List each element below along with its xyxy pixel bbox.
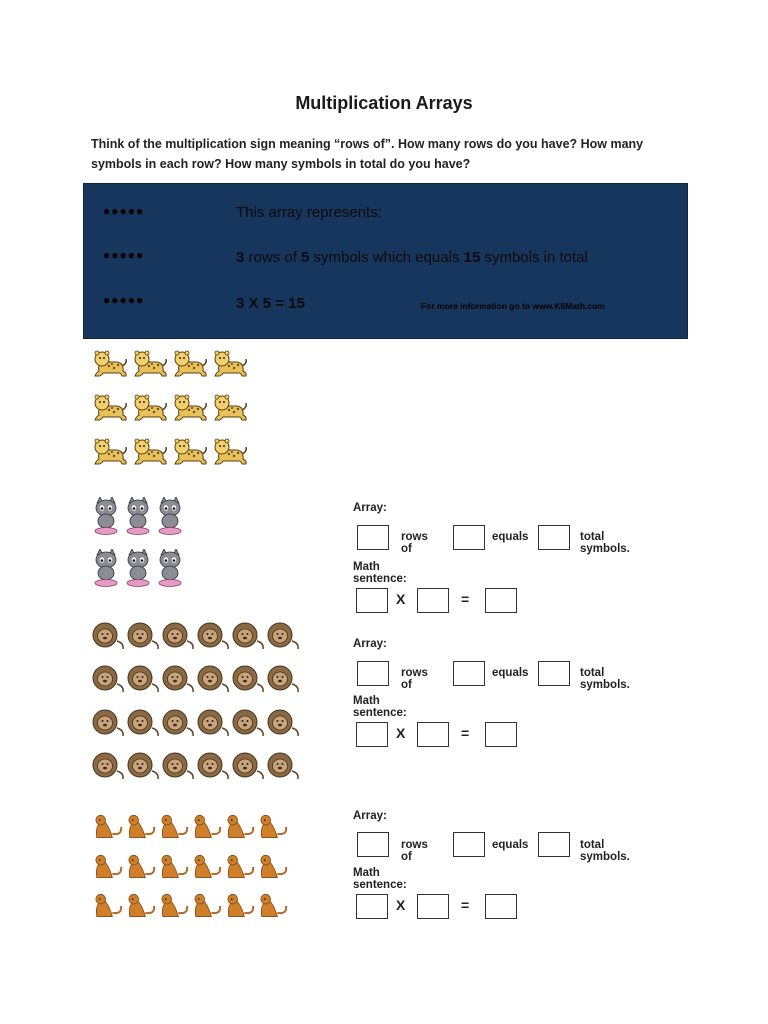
factor-1-input[interactable] <box>356 588 388 613</box>
cat-icon <box>91 549 121 587</box>
lion-icon <box>196 621 230 651</box>
lion-icon <box>266 751 300 781</box>
cat-row <box>91 549 185 587</box>
cheetah-icon <box>91 349 127 379</box>
monkey-icon <box>124 812 157 840</box>
monkey-icon <box>190 852 223 880</box>
rows-input[interactable] <box>357 525 389 550</box>
cat-icon <box>123 549 153 587</box>
intro-text: Think of the multiplication sign meaning “rows of”. How many rows do you have? How many symbols in each row? How many symbols in total do you have? <box>91 137 644 171</box>
array-label: Array: <box>353 502 387 514</box>
lion-icon <box>126 708 160 738</box>
more-info-link: For more information go to www.K6Math.com <box>421 301 605 311</box>
columns-input[interactable] <box>453 661 485 686</box>
lion-icon <box>161 751 195 781</box>
lion-row <box>91 751 300 781</box>
lion-row <box>91 664 300 694</box>
monkey-row <box>91 891 289 919</box>
cheetah-row <box>91 349 247 379</box>
lion-icon <box>126 751 160 781</box>
banner-line-2: 3 rows of 5 symbols which equals 15 symbols in total <box>236 249 588 266</box>
equals-sign: = <box>461 897 470 913</box>
lion-icon <box>231 664 265 694</box>
cheetah-icon <box>211 393 247 423</box>
array-label: Array: <box>353 810 387 822</box>
cheetah-row <box>91 393 247 423</box>
lion-icon <box>91 751 125 781</box>
monkey-icon <box>190 891 223 919</box>
monkey-icon <box>223 891 256 919</box>
factor-2-input[interactable] <box>417 722 449 747</box>
lion-icon <box>91 708 125 738</box>
lion-icon <box>161 664 195 694</box>
lion-icon <box>231 751 265 781</box>
page-title: Multiplication Arrays <box>295 93 473 113</box>
cheetah-icon <box>211 437 247 467</box>
lion-icon <box>126 664 160 694</box>
equals-sign: = <box>461 591 470 607</box>
cheetah-row <box>91 437 247 467</box>
lion-icon <box>196 708 230 738</box>
math-sentence-label: Math sentence: <box>353 695 407 719</box>
product-input[interactable] <box>485 894 517 919</box>
factor-1-input[interactable] <box>356 894 388 919</box>
total-symbols-label: total symbols. <box>580 531 630 555</box>
monkey-icon <box>190 812 223 840</box>
times-sign: X <box>396 725 406 741</box>
lion-icon <box>231 621 265 651</box>
times-sign: X <box>396 897 406 913</box>
cheetah-icon <box>131 349 167 379</box>
cat-icon <box>91 497 121 535</box>
cat-icon <box>155 549 185 587</box>
cheetah-icon <box>131 393 167 423</box>
times-sign: X <box>396 591 406 607</box>
monkey-icon <box>223 852 256 880</box>
cheetah-icon <box>211 349 247 379</box>
equals-label: equals <box>492 667 529 679</box>
dot-row-2: ●●●●● <box>103 248 145 262</box>
array-label: Array: <box>353 638 387 650</box>
math-sentence-label: Math sentence: <box>353 867 407 891</box>
factor-2-input[interactable] <box>417 588 449 613</box>
lion-icon <box>161 621 195 651</box>
monkey-icon <box>256 891 289 919</box>
equals-label: equals <box>492 839 529 851</box>
columns-input[interactable] <box>453 525 485 550</box>
cheetah-icon <box>171 349 207 379</box>
lion-icon <box>231 708 265 738</box>
monkey-row <box>91 812 289 840</box>
rows-input[interactable] <box>357 661 389 686</box>
monkey-icon <box>91 852 124 880</box>
lion-icon <box>266 708 300 738</box>
factor-2-input[interactable] <box>417 894 449 919</box>
monkey-icon <box>256 812 289 840</box>
rows-of-label: rows of <box>401 531 428 555</box>
cheetah-icon <box>171 437 207 467</box>
lion-icon <box>266 621 300 651</box>
cheetah-icon <box>171 393 207 423</box>
dot-row-1: ●●●●● <box>103 204 145 218</box>
lion-row <box>91 708 300 738</box>
rows-input[interactable] <box>357 832 389 857</box>
cheetah-icon <box>131 437 167 467</box>
monkey-icon <box>91 891 124 919</box>
lion-row <box>91 621 300 651</box>
cheetah-icon <box>91 393 127 423</box>
monkey-row <box>91 852 289 880</box>
monkey-icon <box>91 812 124 840</box>
monkey-icon <box>157 852 190 880</box>
cat-row <box>91 497 185 535</box>
banner-line-1: This array represents: <box>236 204 382 221</box>
lion-icon <box>91 664 125 694</box>
monkey-icon <box>124 852 157 880</box>
rows-of-label: rows of <box>401 839 428 863</box>
lion-icon <box>196 751 230 781</box>
equals-sign: = <box>461 725 470 741</box>
example-banner <box>83 183 688 339</box>
monkey-icon <box>124 891 157 919</box>
monkey-icon <box>223 812 256 840</box>
columns-input[interactable] <box>453 832 485 857</box>
factor-1-input[interactable] <box>356 722 388 747</box>
monkey-icon <box>256 852 289 880</box>
product-input[interactable] <box>485 588 517 613</box>
cat-icon <box>155 497 185 535</box>
math-sentence-label: Math sentence: <box>353 561 407 585</box>
total-input[interactable] <box>538 832 570 857</box>
rows-of-label: rows of <box>401 667 428 691</box>
product-input[interactable] <box>485 722 517 747</box>
lion-icon <box>196 664 230 694</box>
lion-icon <box>126 621 160 651</box>
monkey-icon <box>157 891 190 919</box>
cheetah-icon <box>91 437 127 467</box>
lion-icon <box>266 664 300 694</box>
cat-icon <box>123 497 153 535</box>
total-symbols-label: total symbols. <box>580 667 630 691</box>
equals-label: equals <box>492 531 529 543</box>
monkey-icon <box>157 812 190 840</box>
total-input[interactable] <box>538 661 570 686</box>
total-input[interactable] <box>538 525 570 550</box>
lion-icon <box>91 621 125 651</box>
lion-icon <box>161 708 195 738</box>
dot-row-3: ●●●●● <box>103 293 145 307</box>
total-symbols-label: total symbols. <box>580 839 630 863</box>
banner-line-3: 3 X 5 = 15 <box>236 295 305 312</box>
